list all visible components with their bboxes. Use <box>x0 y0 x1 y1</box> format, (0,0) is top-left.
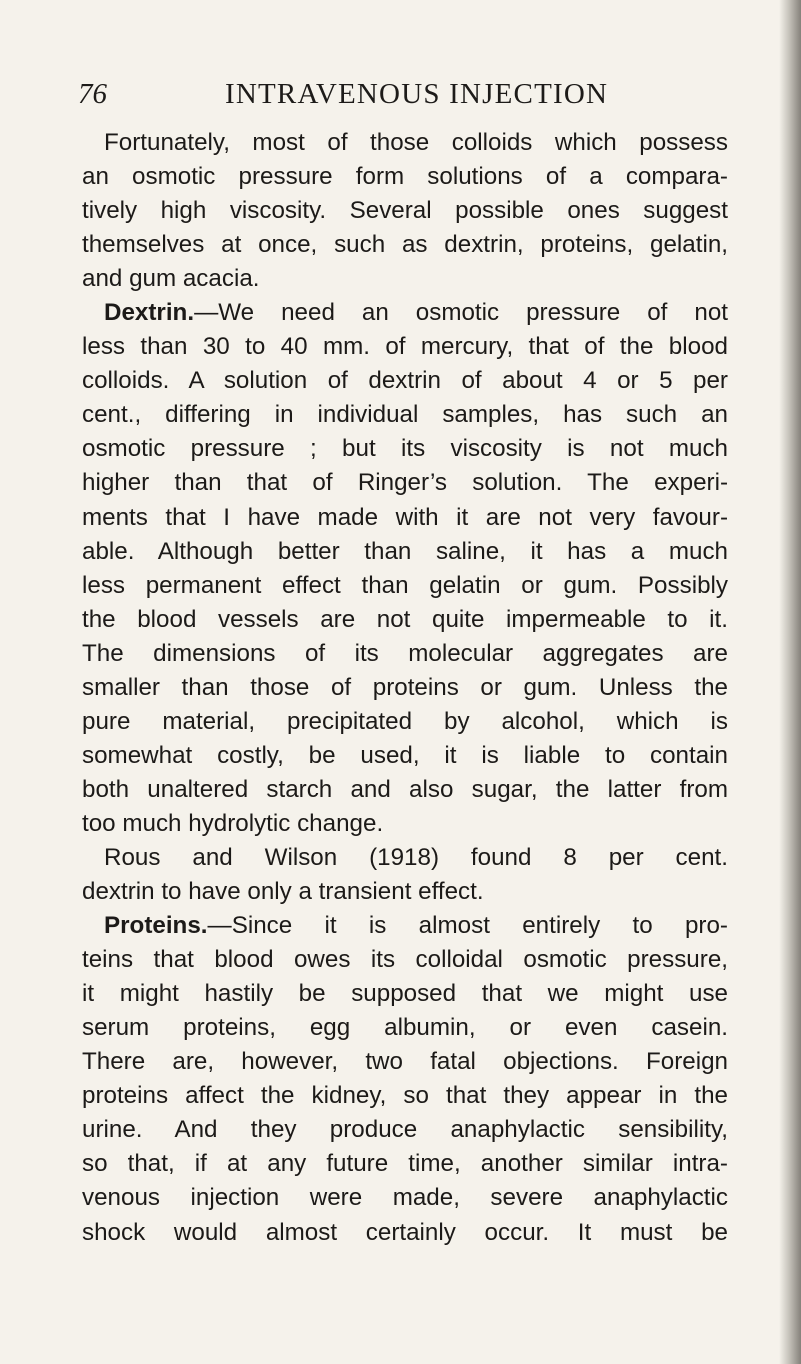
text-line <box>82 194 728 228</box>
text-line <box>82 535 728 569</box>
text-line <box>82 262 728 296</box>
page-header <box>78 74 738 114</box>
line-text: urine. And they produce anaphylactic sensibility, <box>82 1116 728 1144</box>
line-text: Fortunately, most of those colloids which possess <box>104 129 728 156</box>
line-text: themselves at once, such as dextrin, proteins, gelatin, <box>82 231 728 259</box>
text-line <box>82 1079 728 1113</box>
text-line <box>82 1045 728 1079</box>
text-line <box>82 432 728 466</box>
line-text: the blood vessels are not quite impermeable to it. <box>82 605 728 633</box>
line-text: able. Although better than saline, it has a much <box>82 537 728 565</box>
text-line <box>82 398 728 432</box>
text-line <box>82 909 728 943</box>
line-text: it might hastily be supposed that we might use <box>82 980 728 1008</box>
line-text: pure material, precipitated by alcohol, which is <box>82 707 728 735</box>
page-number: 76 <box>78 78 107 110</box>
text-line <box>82 875 728 909</box>
line-text: less than 30 to 40 mm. of mercury, that of the blood <box>82 333 728 361</box>
line-text: an osmotic pressure form solutions of a compara- <box>82 163 728 191</box>
line-text: smaller than those of proteins or gum. Unless the <box>82 673 728 701</box>
line-text: dextrin to have only a transient effect. <box>82 878 484 906</box>
text-line <box>82 330 728 364</box>
text-line <box>82 977 728 1011</box>
body-text <box>82 126 728 1250</box>
text-line <box>82 1216 728 1250</box>
line-text: Rous and Wilson (1918) found 8 per cent. <box>104 843 728 871</box>
text-line <box>82 228 728 262</box>
section-heading-dextrin: Dextrin. <box>104 299 195 327</box>
text-line <box>82 126 728 160</box>
text-line <box>82 1147 728 1181</box>
text-line <box>82 1113 728 1147</box>
text-line <box>82 807 728 841</box>
line-text: —Since it is almost entirely to pro- <box>207 912 728 940</box>
text-line <box>82 569 728 603</box>
line-text: less permanent effect than gelatin or gum. Possibly <box>82 571 728 599</box>
text-line <box>82 160 728 194</box>
line-text: —We need an osmotic pressure of not <box>194 299 728 327</box>
text-line <box>82 773 728 807</box>
text-line <box>82 603 728 637</box>
line-text: and gum acacia. <box>82 265 260 293</box>
line-text: cent., differing in individual samples, has such an <box>82 401 728 429</box>
line-text: shock would almost certainly occur. It must be <box>82 1218 728 1246</box>
line-text: The dimensions of its molecular aggregates are <box>82 639 728 667</box>
line-text: proteins affect the kidney, so that they appear in the <box>82 1082 728 1110</box>
running-head: INTRAVENOUS INJECTION <box>225 78 609 110</box>
line-text: osmotic pressure ; but its viscosity is not much <box>82 435 728 463</box>
text-line <box>82 1181 728 1215</box>
text-line <box>82 671 728 705</box>
text-line <box>82 1011 728 1045</box>
line-text: too much hydrolytic change. <box>82 809 384 837</box>
text-line <box>82 364 728 398</box>
text-line <box>82 841 728 875</box>
line-text: serum proteins, egg albumin, or even casein. <box>82 1014 728 1042</box>
line-text: teins that blood owes its colloidal osmotic pressure, <box>82 946 728 974</box>
text-line <box>82 501 728 535</box>
text-line <box>82 943 728 977</box>
line-text: venous injection were made, severe anaphylactic <box>82 1184 728 1212</box>
section-heading-proteins: Proteins. <box>104 912 208 940</box>
line-text: There are, however, two fatal objections. Foreign <box>82 1048 728 1076</box>
text-line <box>82 705 728 739</box>
line-text: tively high viscosity. Several possible ones suggest <box>82 197 728 225</box>
line-text: colloids. A solution of dextrin of about 4 or 5 per <box>82 367 728 395</box>
line-text: so that, if at any future time, another similar intra- <box>82 1150 728 1178</box>
page-edge-shadow <box>779 0 801 1364</box>
line-text: ments that I have made with it are not very favour- <box>82 503 728 531</box>
line-text: both unaltered starch and also sugar, the latter from <box>82 775 728 803</box>
line-text: higher than that of Ringer’s solution. The experi- <box>82 469 728 497</box>
text-line <box>82 637 728 671</box>
line-text: somewhat costly, be used, it is liable to contain <box>82 741 728 769</box>
text-line <box>82 296 728 330</box>
text-line <box>82 466 728 500</box>
text-line <box>82 739 728 773</box>
